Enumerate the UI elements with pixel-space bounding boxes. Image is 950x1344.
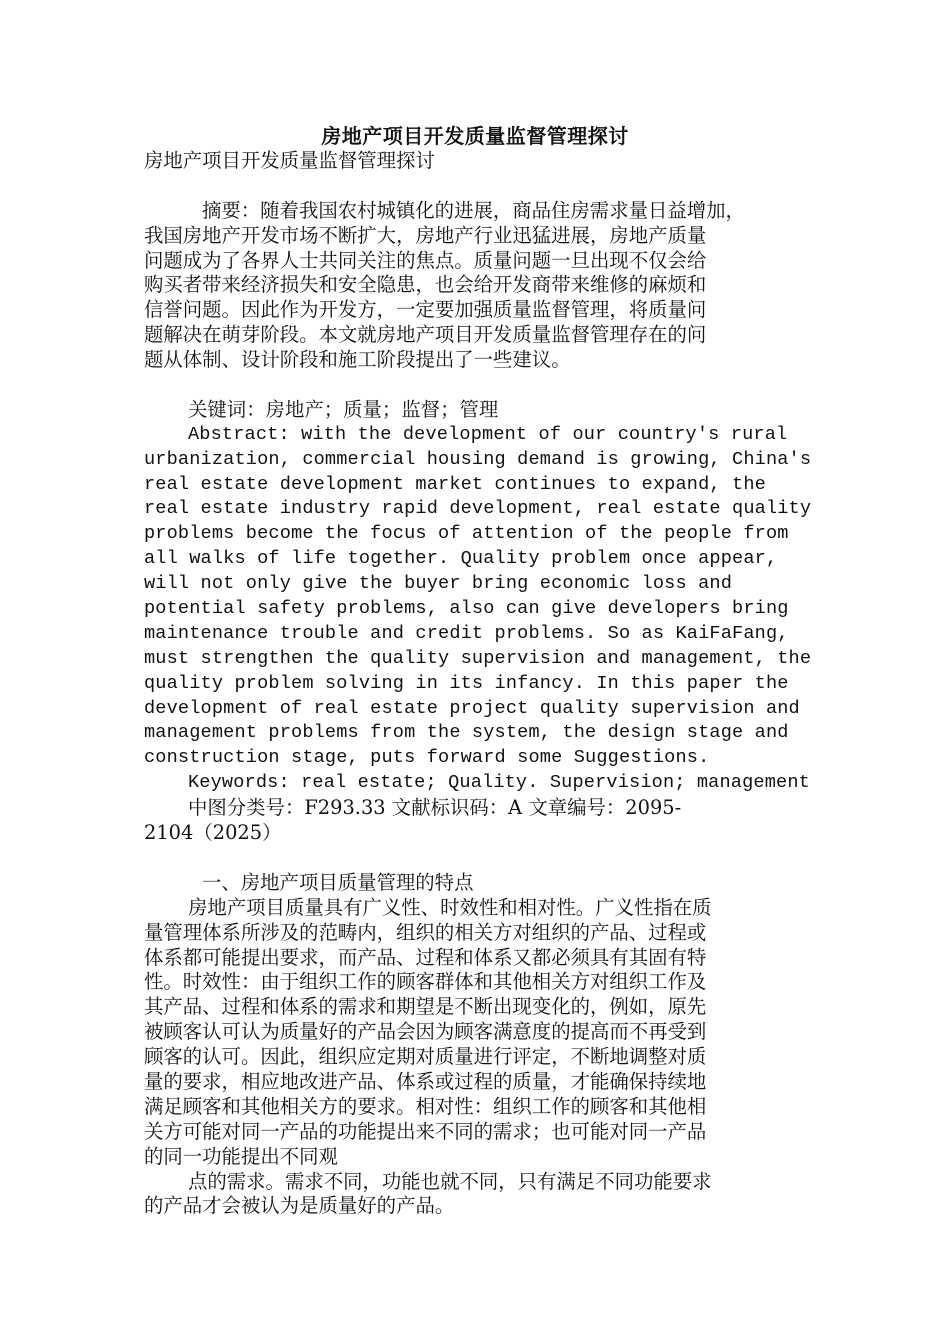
text-line: potential safety problems, also can give developers bring [144,598,789,620]
blank-line [144,174,810,199]
text-line: real estate development market continues to expand, the [144,473,766,495]
text-line: 问题成为了各界人士共同关注的焦点。质量问题一旦出现不仅会给 [144,248,707,272]
text-line: 2104（2025） [144,821,282,845]
blank-line [144,373,810,398]
text-line: 购买者带来经济损失和安全隐患，也会给开发商带来维修的麻烦和 [144,273,707,297]
text-line: 题解决在萌芽阶段。本文就房地产项目开发质量监督管理存在的问 [144,323,707,347]
text-line: maintenance trouble and credit problems. So as KaiFaFang, [144,622,789,644]
text-line: construction stage, puts forward some Suggestions. [144,747,710,769]
text-line: 的产品才会被认为是质量好的产品。 [144,1194,455,1218]
text-line: all walks of life together. Quality problem once appear, [144,548,778,570]
text-line: 房地产项目开发质量监督管理探讨 [144,149,435,172]
text-line: quality problem solving in its infancy. In this paper the [144,672,789,694]
text-line: 被顾客认可认为质量好的产品会因为顾客满意度的提高而不再受到 [144,1020,707,1044]
text-line: 点的需求。需求不同，功能也就不同，只有满足不同功能要求 [188,1169,712,1193]
blank-line [144,846,810,871]
text-line: 满足顾客和其他相关方的要求。相对性：组织工作的顾客和其他相 [144,1094,707,1118]
text-line: will not only give the buyer bring economic loss and [144,573,733,595]
text-line: 中图分类号：F293.33 文献标识码：A 文章编号：2095- [188,796,682,820]
text-line: must strengthen the quality supervision and management, the [144,647,812,669]
text-line: Abstract: with the development of our country's rural [188,423,788,445]
text-line: 信誉问题。因此作为开发方，一定要加强质量监督管理，将质量问 [144,298,707,322]
text-line: Keywords: real estate; Quality. Supervision; management [188,772,810,794]
document-body [144,149,810,1219]
text-line: 体系都可能提出要求，而产品、过程和体系又都必须具有其固有特 [144,945,707,969]
text-line: development of real estate project quality supervision and [144,697,800,719]
text-line: 量的要求，相应地改进产品、体系或过程的质量，才能确保持续地 [144,1069,707,1093]
text-line: 量管理体系所涉及的范畴内，组织的相关方对组织的产品、过程或 [144,920,707,944]
text-line: 一、房地产项目质量管理的特点 [202,870,474,894]
text-line: 关键词：房地产；质量；监督；管理 [188,397,499,421]
text-line: problems become the focus of attention of the people from [144,523,789,545]
text-line: 摘要：随着我国农村城镇化的进展，商品住房需求量日益增加， [202,198,745,222]
text-line: management problems from the system, the design stage and [144,722,789,744]
document-title: 房地产项目开发质量监督管理探讨 [321,124,629,148]
text-line: 关方可能对同一产品的功能提出来不同的需求；也可能对同一产品 [144,1119,707,1143]
text-line: 顾客的认可。因此，组织应定期对质量进行评定，不断地调整对质 [144,1045,707,1069]
text-line: 性。时效性：由于组织工作的顾客群体和其他相关方对组织工作及 [144,970,707,994]
text-line: 题从体制、设计阶段和施工阶段提出了一些建议。 [144,348,571,372]
text-line: 其产品、过程和体系的需求和期望是不断出现变化的，例如，原先 [144,995,707,1019]
text-line: urbanization, commercial housing demand is growing, China's [144,448,812,470]
text-line: 我国房地产开发市场不断扩大，房地产行业迅猛进展，房地产质量 [144,223,707,247]
text-line: 房地产项目质量具有广义性、时效性和相对性。广义性指在质 [188,895,712,919]
text-line: 的同一功能提出不同观 [144,1144,338,1168]
text-line: real estate industry rapid development, real estate quality [144,498,812,520]
